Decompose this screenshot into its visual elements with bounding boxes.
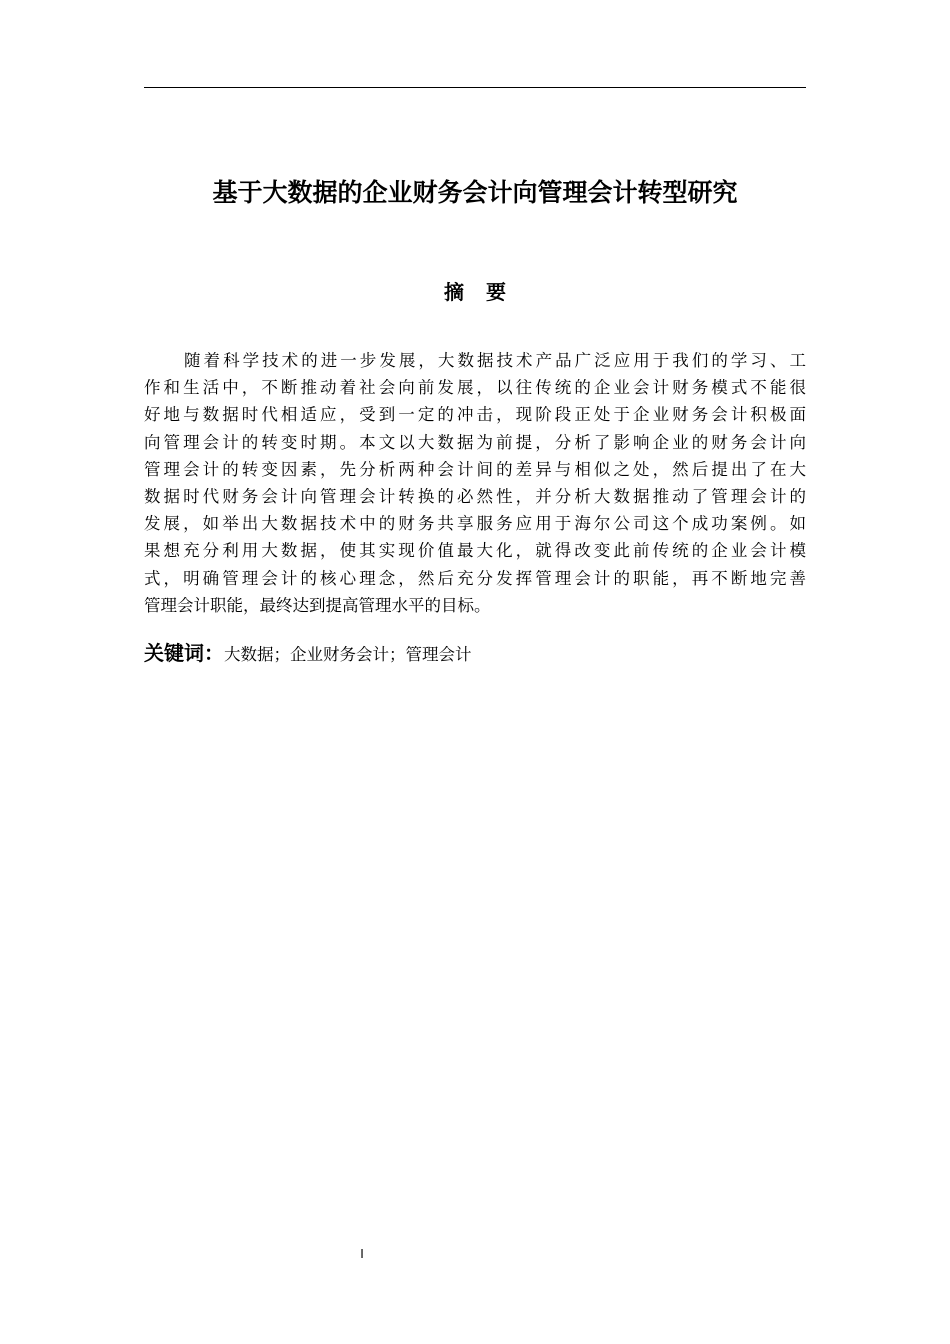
abstract-line: 果想充分利用大数据，使其实现价值最大化，就得改变此前传统的企业会计模 [144,541,806,561]
abstract-line: 好地与数据时代相适应，受到一定的冲击，现阶段正处于企业财务会计积极面 [144,405,806,425]
abstract-line: 随着科学技术的进一步发展，大数据技术产品广泛应用于我们的学习、工 [184,351,806,370]
keywords-label: 关键词： [144,641,224,665]
document-title: 基于大数据的企业财务会计向管理会计转型研究 [212,178,738,207]
keywords-value: 大数据；企业财务会计；管理会计 [224,645,472,664]
abstract-line: 数据时代财务会计向管理会计转换的必然性，并分析大数据推动了管理会计的 [144,486,806,506]
abstract-heading: 摘要 [444,280,528,304]
abstract-line: 式，明确管理会计的核心理念，然后充分发挥管理会计的职能，再不断地完善 [144,568,806,588]
abstract-body [144,347,806,619]
abstract-line: 作和生活中，不断推动着社会向前发展，以往传统的企业会计财务模式不能很 [144,378,806,398]
abstract-line: 发展，如举出大数据技术中的财务共享服务应用于海尔公司这个成功案例。如 [144,514,806,534]
header-rule [144,87,806,88]
abstract-line: 向管理会计的转变时期。本文以大数据为前提，分析了影响企业的财务会计向 [144,432,806,452]
abstract-line: 管理会计的转变因素，先分析两种会计间的差异与相似之处，然后提出了在大 [144,459,806,479]
abstract-line: 管理会计职能，最终达到提高管理水平的目标。 [144,595,491,615]
keywords [144,638,806,670]
page-number: I [360,1247,364,1261]
